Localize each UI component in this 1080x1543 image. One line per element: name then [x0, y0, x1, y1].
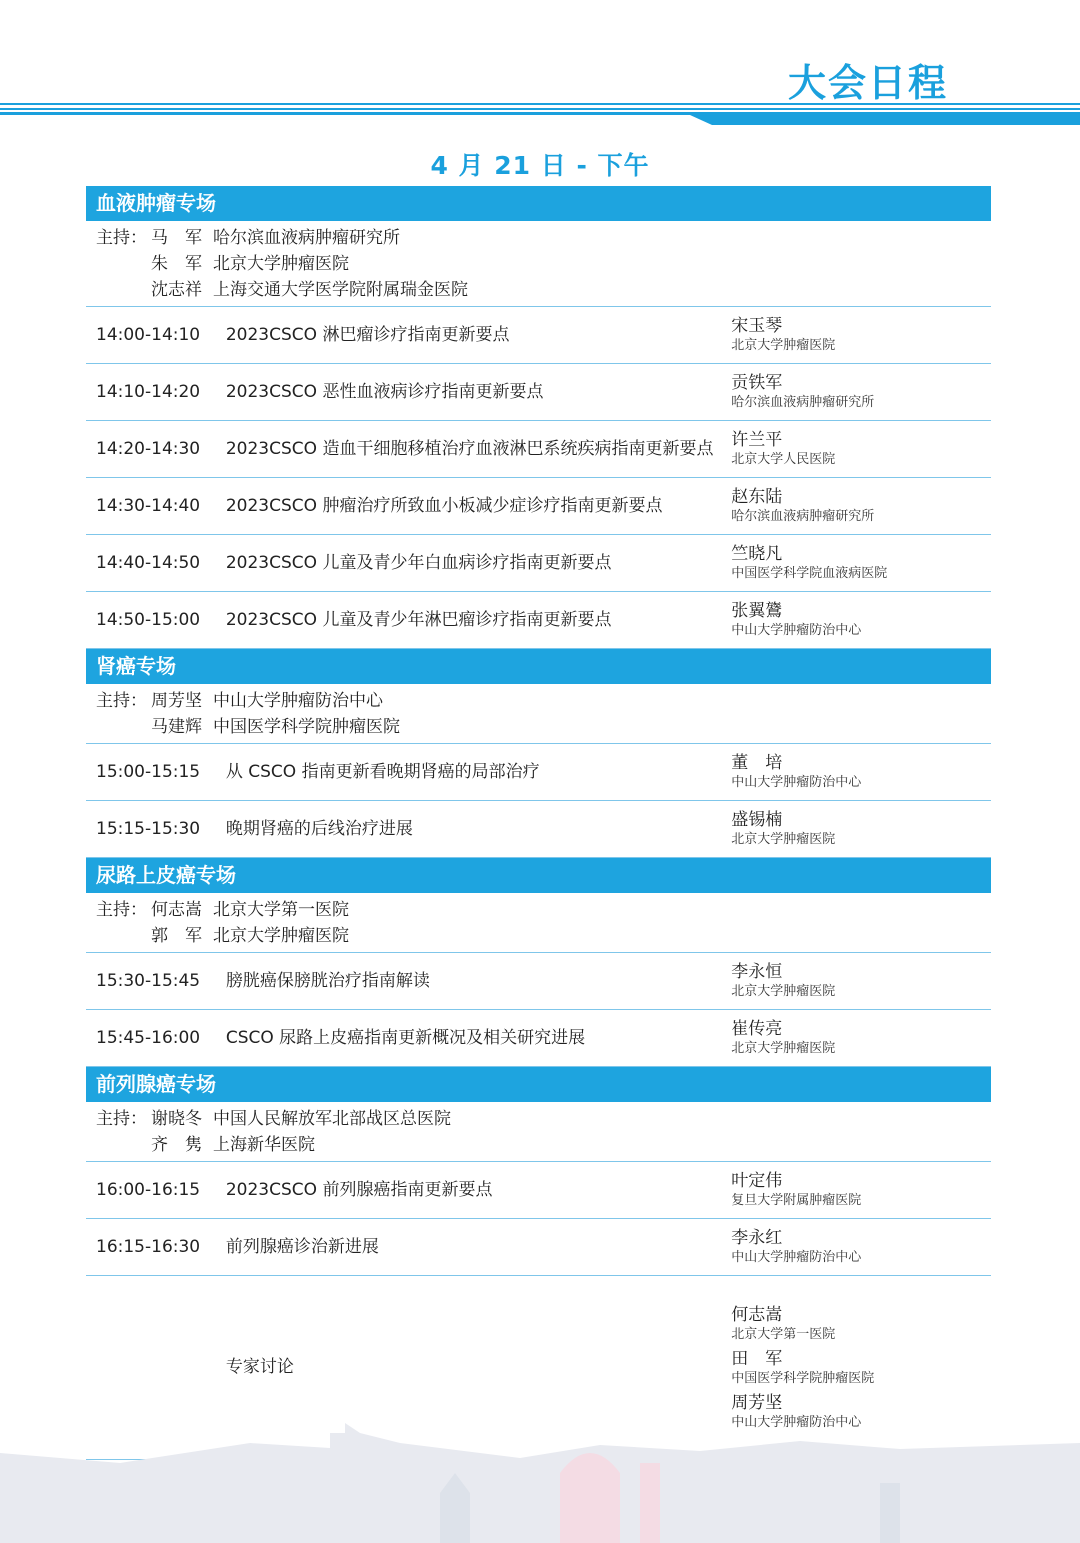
- talk-time: 15:30-15:45: [96, 971, 201, 991]
- section-header-hematology: 血液肿瘤专场: [86, 186, 991, 221]
- host-name: 马 军: [151, 228, 202, 248]
- host-prefix: 主持：: [96, 228, 147, 248]
- talk-topic: 晚期肾癌的后线治疗进展: [225, 818, 413, 839]
- talk-topic: 2023CSCO 儿童及青少年白血病诊疗指南更新要点: [225, 552, 612, 573]
- host-name: 谢晓冬: [151, 1109, 202, 1129]
- speaker-inst: 中国医学科学院血液病医院: [731, 566, 888, 581]
- talk-topic: 膀胱癌保膀胱治疗指南解读: [225, 970, 430, 991]
- talk-speakers: [731, 1225, 991, 1269]
- page-header-title: 大会日程: [787, 61, 948, 105]
- speaker-name: 张翼鷟: [731, 601, 783, 621]
- section-hosts: [86, 893, 991, 953]
- speaker-inst: 中山大学肿瘤防治中心: [731, 623, 862, 638]
- speaker-name: 何志嵩: [731, 1304, 783, 1325]
- host-line: [96, 225, 991, 251]
- table-row: [86, 1010, 991, 1067]
- host-inst: 北京大学肿瘤医院: [213, 254, 349, 274]
- speaker-name: 宋玉琴: [731, 316, 783, 336]
- host-prefix: 主持：: [96, 691, 147, 711]
- talk-speakers: [731, 959, 991, 1003]
- host-inst: 北京大学肿瘤医院: [213, 926, 349, 946]
- talk-topic: 2023CSCO 恶性血液病诊疗指南更新要点: [225, 381, 544, 402]
- talk-topic: 2023CSCO 淋巴瘤诊疗指南更新要点: [225, 324, 510, 345]
- host-line: [96, 251, 991, 277]
- talk-topic: 专家讨论: [225, 1357, 294, 1377]
- speaker-name: 李永红: [731, 1228, 783, 1248]
- skyline-decoration: [0, 1403, 1080, 1543]
- speaker-name: 许兰平: [731, 430, 783, 450]
- talk-topic: CSCO 尿路上皮癌指南更新概况及相关研究进展: [225, 1027, 586, 1048]
- section-hosts: [86, 221, 991, 307]
- table-row: [86, 801, 991, 858]
- host-name: 齐 隽: [151, 1135, 202, 1155]
- talk-speakers: [731, 807, 991, 851]
- host-line: [96, 1132, 991, 1158]
- host-name: 沈志祥: [151, 280, 202, 300]
- table-row: [86, 307, 991, 364]
- speaker-inst: 北京大学人民医院: [731, 452, 836, 467]
- host-name: 何志嵩: [151, 900, 202, 920]
- host-line: [96, 714, 991, 740]
- host-line: [96, 923, 991, 949]
- host-name: 郭 军: [151, 926, 202, 946]
- talk-time: 15:00-15:15: [96, 762, 201, 782]
- section-header-kidney: 肾癌专场: [86, 649, 991, 684]
- speaker-name: 贡铁军: [731, 373, 783, 393]
- section-header-urothelial: 尿路上皮癌专场: [86, 858, 991, 893]
- speaker-inst: 北京大学肿瘤医院: [731, 832, 836, 847]
- host-name: 马建辉: [151, 717, 202, 737]
- host-line: [96, 688, 991, 714]
- speaker-inst: 中国医学科学院肿瘤医院: [731, 1370, 875, 1386]
- host-inst: 中国医学科学院肿瘤医院: [213, 717, 400, 737]
- talk-time: 14:00-14:10: [96, 325, 201, 345]
- talk-topic: 2023CSCO 肿瘤治疗所致血小板减少症诊疗指南更新要点: [225, 495, 663, 516]
- speaker-inst: 中山大学肿瘤防治中心: [731, 1414, 862, 1430]
- table-row: [86, 478, 991, 535]
- header-divider: [0, 100, 1080, 130]
- speaker-name: 李永恒: [731, 962, 783, 982]
- talk-time: 14:40-14:50: [96, 553, 201, 573]
- host-line: [96, 277, 991, 303]
- host-inst: 中国人民解放军北部战区总医院: [213, 1109, 451, 1129]
- table-row: [86, 1162, 991, 1219]
- table-row: [86, 1219, 991, 1276]
- host-inst: 上海新华医院: [213, 1135, 315, 1155]
- host-inst: 中山大学肿瘤防治中心: [213, 691, 383, 711]
- speaker-name: 竺晓凡: [731, 544, 783, 564]
- host-inst: 上海交通大学医学院附属瑞金医院: [213, 280, 468, 300]
- speaker-inst: 哈尔滨血液病肿瘤研究所: [731, 509, 875, 524]
- speaker-inst: 中山大学肿瘤防治中心: [731, 1250, 862, 1265]
- talk-speakers: [731, 370, 991, 414]
- talk-speakers: [731, 1016, 991, 1060]
- table-row: [86, 592, 991, 649]
- table-row: [86, 535, 991, 592]
- speaker-name: 田 军: [731, 1348, 783, 1369]
- schedule-table: [86, 186, 991, 1460]
- speaker-inst: 北京大学肿瘤医院: [731, 984, 836, 999]
- host-prefix: 主持：: [96, 900, 147, 920]
- talk-topic: 2023CSCO 儿童及青少年淋巴瘤诊疗指南更新要点: [225, 609, 612, 630]
- speaker-name: 盛锡楠: [731, 810, 783, 830]
- speaker-name: 董 培: [731, 753, 783, 773]
- speaker-inst: 北京大学肿瘤医院: [731, 338, 836, 353]
- speaker-inst: 哈尔滨血液病肿瘤研究所: [731, 395, 875, 410]
- talk-speakers: [731, 1168, 991, 1212]
- speaker-name: 周芳坚: [731, 1392, 783, 1413]
- talk-speakers: [731, 427, 991, 471]
- host-name: 朱 军: [151, 254, 202, 274]
- host-line: [96, 897, 991, 923]
- speaker-name: 叶定伟: [731, 1171, 783, 1191]
- speaker-inst: 北京大学肿瘤医院: [731, 1041, 836, 1056]
- section-hosts: [86, 684, 991, 744]
- talk-speakers: [731, 484, 991, 528]
- talk-topic: 2023CSCO 前列腺癌指南更新要点: [225, 1179, 493, 1200]
- talk-time: 14:10-14:20: [96, 382, 201, 402]
- talk-time: 14:30-14:40: [96, 496, 201, 516]
- table-row: [86, 744, 991, 801]
- talk-time: 14:20-14:30: [96, 439, 201, 459]
- talk-topic: 2023CSCO 造血干细胞移植治疗血液淋巴系统疾病指南更新要点: [225, 438, 714, 459]
- talk-speakers: [731, 750, 991, 794]
- host-line: [96, 1106, 991, 1132]
- host-inst: 哈尔滨血液病肿瘤研究所: [213, 228, 400, 248]
- host-prefix: 主持：: [96, 1109, 147, 1129]
- talk-speakers: [731, 598, 991, 642]
- speaker-name: 赵东陆: [731, 487, 783, 507]
- talk-time: 16:00-16:15: [96, 1180, 201, 1200]
- section-header-prostate: 前列腺癌专场: [86, 1067, 991, 1102]
- host-inst: 北京大学第一医院: [213, 900, 349, 920]
- table-row: [86, 364, 991, 421]
- table-row: [86, 953, 991, 1010]
- talk-topic: 从 CSCO 指南更新看晚期肾癌的局部治疗: [225, 761, 540, 782]
- talk-speakers: [731, 541, 991, 585]
- talk-time: 15:45-16:00: [96, 1028, 201, 1048]
- host-name: 周芳坚: [151, 691, 202, 711]
- speaker-inst: 北京大学第一医院: [731, 1326, 836, 1342]
- speaker-name: 崔传亮: [731, 1019, 783, 1039]
- talk-time: 14:50-15:00: [96, 610, 201, 630]
- table-row: [86, 421, 991, 478]
- talk-topic: 前列腺癌诊治新进展: [225, 1236, 379, 1257]
- date-title: 4 月 21 日 - 下午: [430, 151, 650, 180]
- speaker-inst: 复旦大学附属肿瘤医院: [731, 1193, 862, 1208]
- talk-speakers: [731, 313, 991, 357]
- talk-time: 16:15-16:30: [96, 1237, 201, 1257]
- talk-time: 15:15-15:30: [96, 819, 201, 839]
- section-hosts: [86, 1102, 991, 1162]
- speaker-inst: 中山大学肿瘤防治中心: [731, 775, 862, 790]
